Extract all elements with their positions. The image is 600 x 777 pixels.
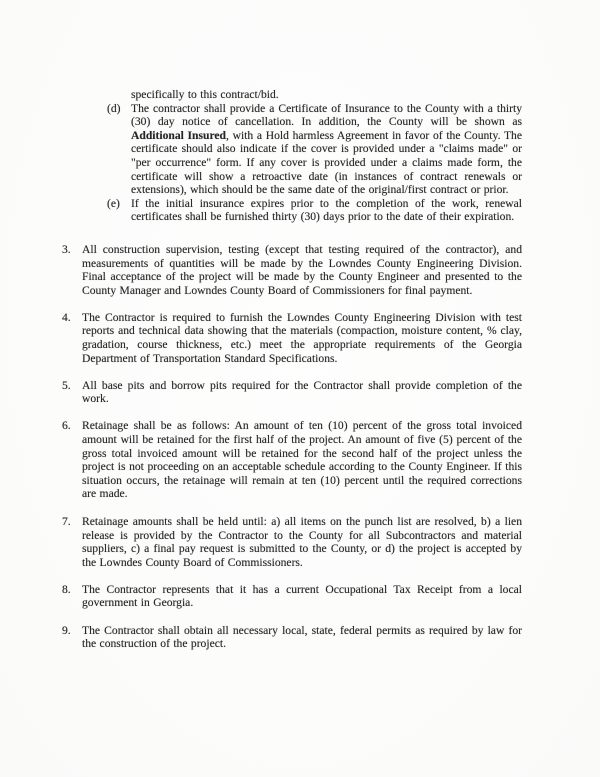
- clause-5-number: 5.: [62, 378, 71, 392]
- clause-4-text: The Contractor is required to furnish the Lowndes County Engineering Division with test reports and technical data showing that the materials (compaction, moisture content, % clay, gradation, course thickness, etc.) meet the appropriate requirements of the Georgia Department of Transportation Standard Specifications.: [82, 310, 522, 365]
- clause-4: [62, 311, 522, 365]
- paragraph-continuation-line: specifically to this contract/bid.: [131, 88, 279, 101]
- clause-9-number: 9.: [62, 623, 71, 637]
- sub-item-e-text: If the initial insurance expires prior to the completion of the work, renewal certificates shall be furnished thirty (30) days prior to the date of their expiration.: [131, 196, 522, 224]
- clause-3: [62, 243, 522, 297]
- sub-item-d-bold-phrase: Additional Insured: [131, 128, 226, 142]
- clause-9: [62, 624, 522, 651]
- clause-8-number: 8.: [62, 582, 71, 596]
- sub-item-e: [107, 197, 522, 224]
- clause-7-text: Retainage amounts shall be held until: a) all items on the punch list are resolved, b) a lien release is provided by the Contractor to the County for all Subcontractors and material suppliers, c) a final pay request is submitted to the County, or d) the project is accepted by the Lowndes County Board of Commissioners.: [82, 514, 522, 569]
- clause-6-text: Retainage shall be as follows: An amount of ten (10) percent of the gross total invoiced amount will be retained for the first half of the project. An amount of five (5) percent of the gross total invoiced amount will be retained for the second half of the project unless the project is not proceeding on an acceptable schedule according to the County Engineer. If this situation occurs, the retainage will remain at ten (10) percent until the required corrections are made.: [82, 419, 522, 501]
- clause-5-text: All base pits and borrow pits required for the Contractor shall provide completion of the work.: [82, 378, 522, 406]
- sub-item-d-text-before-bold: The contractor shall provide a Certificate of Insurance to the County with a thirty (30) day notice of cancellation. In addition, the County will be shown as: [131, 101, 522, 129]
- clause-7-number: 7.: [62, 514, 71, 528]
- sub-item-e-label: (e): [107, 196, 120, 210]
- sub-item-d-text: [131, 102, 522, 197]
- clause-3-number: 3.: [62, 242, 71, 256]
- clause-7: [62, 515, 522, 569]
- clause-8: [62, 583, 522, 610]
- clause-6: [62, 419, 522, 501]
- clause-3-text: All construction supervision, testing (except that testing required of the contractor), and measurements of quantities will be made by the Lowndes County Engineering Division. Final acceptance of the project will be made by the County Engineer and presented to the County Manager and Lowndes County Board of Commissioners for final payment.: [82, 242, 522, 297]
- clause-8-text: The Contractor represents that it has a current Occupational Tax Receipt from a local government in Georgia.: [82, 582, 522, 610]
- clause-6-number: 6.: [62, 419, 71, 433]
- sub-item-d-text-after-bold: , with a Hold harmless Agreement in favor of the County. The certificate should also indicate if the cover is provided under a "claims made" or "per occurrence" form. If any cover is provided under a claims made form, the certificate will show a retroactive date (in instances of contract renewals or extensions), which should be the same date of the original/first contract or prior.: [131, 128, 522, 197]
- clause-4-number: 4.: [62, 310, 71, 324]
- numbered-clause-list: [62, 243, 522, 651]
- clause-5: [62, 379, 522, 406]
- clause-9-text: The Contractor shall obtain all necessary local, state, federal permits as required by law for the construction of the project.: [82, 623, 522, 651]
- sub-item-d-label: (d): [107, 101, 121, 115]
- sub-item-d: [107, 102, 522, 197]
